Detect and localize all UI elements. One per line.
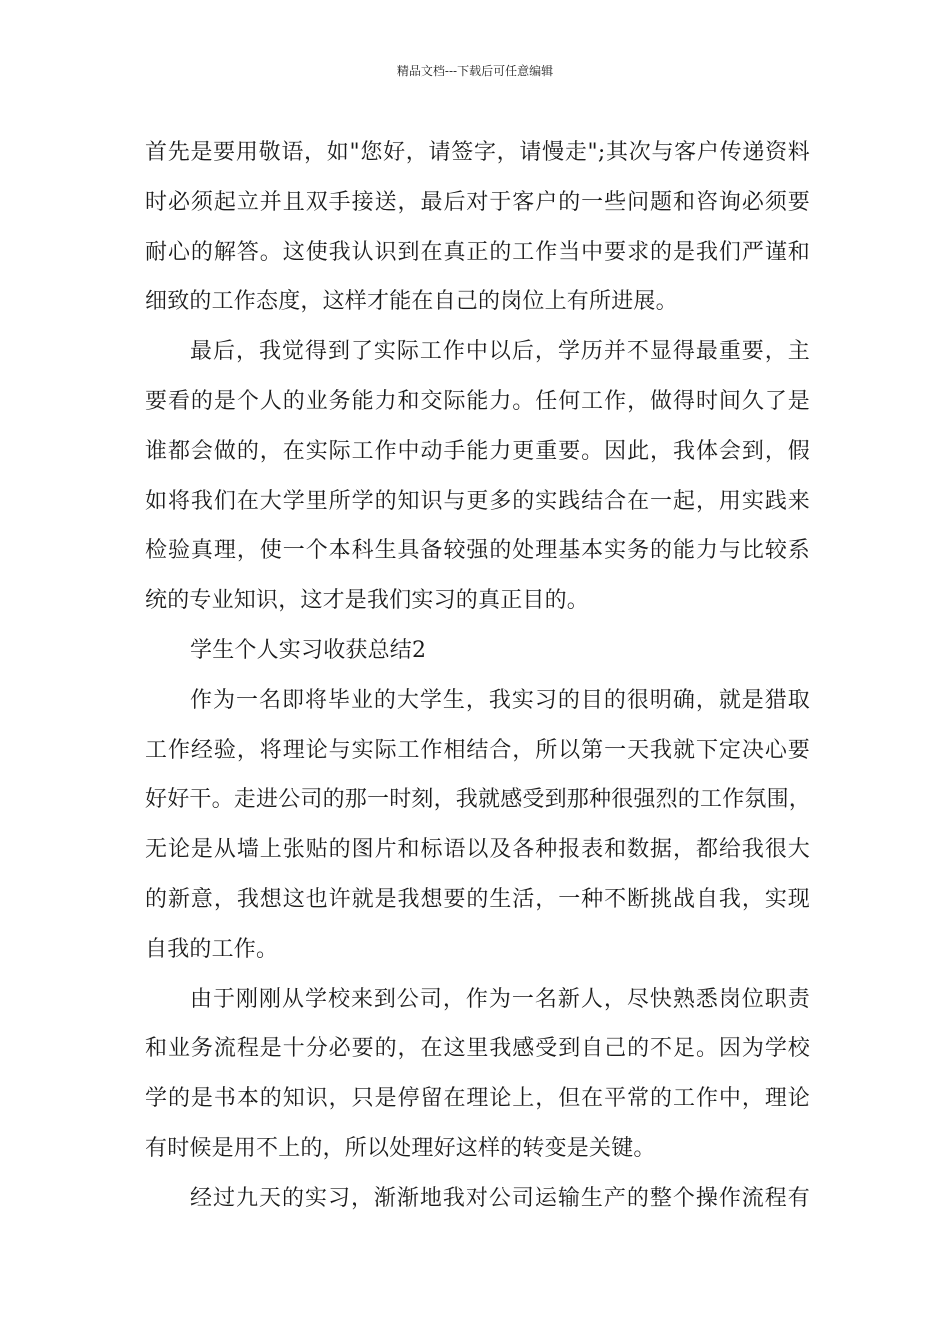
page-header: 精品文档---下载后可任意编辑	[396, 64, 554, 78]
text-line: 谁都会做的，在实际工作中动手能力更重要。因此，我体会到，假	[145, 438, 810, 464]
document-body	[145, 128, 810, 1224]
section-heading-text: 学生个人实习收获总结2	[190, 637, 427, 663]
text-line: 检验真理，使一个本科生具备较强的处理基本实务的能力与比较系	[145, 538, 810, 564]
text-line: 学的是书本的知识，只是停留在理论上，但在平常的工作中，理论	[145, 1086, 810, 1112]
text-line: 经过九天的实习，渐渐地我对公司运输生产的整个操作流程有	[190, 1185, 810, 1211]
paragraph	[145, 975, 810, 1174]
text-line: 的新意，我想这也许就是我想要的生活，一种不断挑战自我，实现	[145, 886, 810, 912]
text-line: 时必须起立并且双手接送，最后对于客户的一些问题和咨询必须要	[145, 189, 810, 215]
text-line: 由于刚刚从学校来到公司，作为一名新人，尽快熟悉岗位职责	[190, 986, 810, 1012]
text-line: 最后，我觉得到了实际工作中以后，学历并不显得最重要，主	[190, 339, 810, 365]
paragraph	[145, 676, 810, 975]
text-line: 首先是要用敬语，如"您好，请签字，请慢走";其次与客户传递资料	[145, 140, 810, 165]
text-line: 工作经验，将理论与实际工作相结合，所以第一天我就下定决心要	[145, 737, 810, 763]
paragraph	[145, 128, 810, 327]
text-line: 好好干。走进公司的那一时刻，我就感受到那种很强烈的工作氛围，	[145, 787, 812, 813]
paragraph	[145, 327, 810, 626]
text-line: 如将我们在大学里所学的知识与更多的实践结合在一起，用实践来	[145, 488, 810, 514]
paragraph	[145, 1174, 810, 1224]
text-line: 自我的工作。	[145, 936, 279, 962]
text-line: 细致的工作态度，这样才能在自己的岗位上有所进展。	[145, 289, 678, 315]
text-line: 要看的是个人的业务能力和交际能力。任何工作，做得时间久了是	[145, 388, 810, 414]
text-line: 和业务流程是十分必要的，在这里我感受到自己的不足。因为学校	[145, 1036, 810, 1062]
text-line: 统的专业知识，这才是我们实习的真正目的。	[145, 588, 590, 614]
section-heading	[145, 626, 810, 676]
text-line: 无论是从墙上张贴的图片和标语以及各种报表和数据，都给我很大	[145, 837, 810, 863]
text-line: 耐心的解答。这使我认识到在真正的工作当中要求的是我们严谨和	[145, 239, 810, 265]
text-line: 有时候是用不上的，所以处理好这样的转变是关键。	[145, 1135, 656, 1161]
text-line: 作为一名即将毕业的大学生，我实习的目的很明确，就是猎取	[190, 687, 810, 713]
